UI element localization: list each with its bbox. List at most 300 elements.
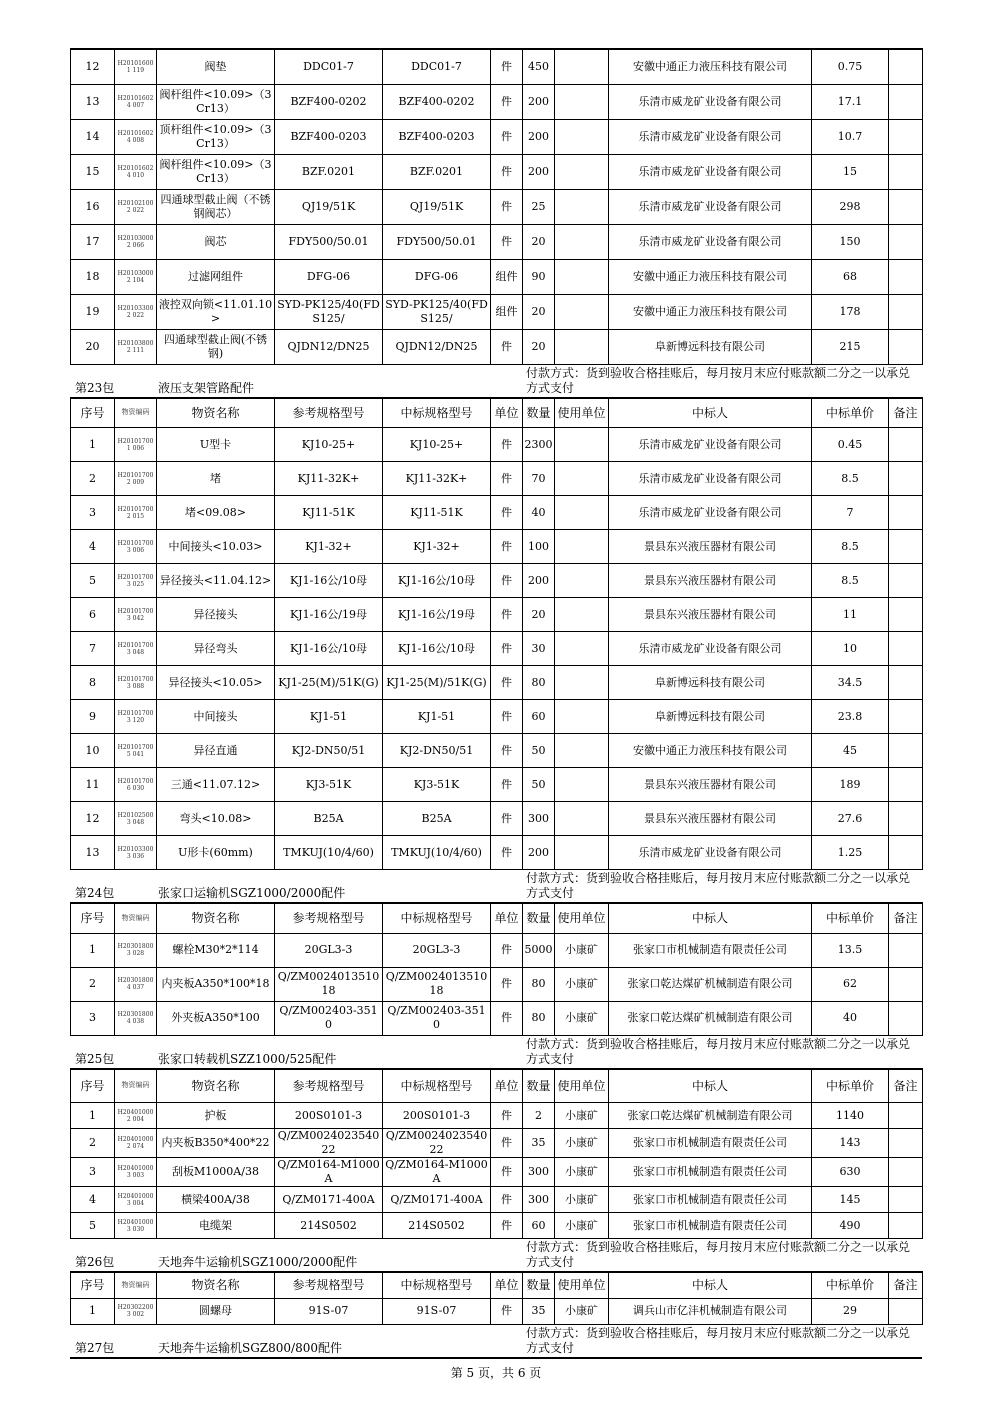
- column-header: 参考规格型号: [275, 1272, 383, 1298]
- ref-spec: FDY500/50.01: [275, 224, 383, 259]
- material-name: 液控双向锁<11.01.10>: [157, 294, 275, 329]
- user-unit: [555, 666, 609, 700]
- unit-price: 15: [812, 154, 889, 189]
- unit-price: 34.5: [812, 666, 889, 700]
- quantity: 35: [523, 1129, 555, 1158]
- row-number: 19: [71, 294, 115, 329]
- material-code: H201017005 041: [115, 734, 157, 768]
- bid-spec: KJ10-25+: [383, 428, 491, 462]
- quantity: 5000: [523, 933, 555, 967]
- ref-spec: QJDN12/DN25: [275, 329, 383, 364]
- winning-bidder: 阜新博远科技有限公司: [609, 329, 812, 364]
- user-unit: 小康矿: [555, 1103, 609, 1129]
- package-heading: [70, 1036, 922, 1068]
- user-unit: [555, 49, 609, 84]
- column-header: 序号: [71, 1069, 115, 1103]
- unit-price: 45: [812, 734, 889, 768]
- ref-spec: Q/ZM0164-M1000A: [275, 1158, 383, 1187]
- unit: 件: [491, 1129, 523, 1158]
- table-row: [71, 329, 923, 364]
- quantity: 200: [523, 836, 555, 870]
- winning-bidder: 张家口乾达煤矿机械制造有限公司: [609, 1001, 812, 1035]
- column-header: 物资编码: [115, 1069, 157, 1103]
- bid-spec: FDY500/50.01: [383, 224, 491, 259]
- bid-spec: 91S-07: [383, 1298, 491, 1324]
- unit-price: 8.5: [812, 564, 889, 598]
- bid-spec: KJ3-51K: [383, 768, 491, 802]
- ref-spec: B25A: [275, 802, 383, 836]
- remark: [889, 259, 923, 294]
- ref-spec: KJ1-16公/10母: [275, 632, 383, 666]
- material-code: H203018004 037: [115, 967, 157, 1001]
- column-header: 备注: [889, 398, 923, 428]
- material-name: 异径接头<10.05>: [157, 666, 275, 700]
- quantity: 80: [523, 666, 555, 700]
- remark: [889, 224, 923, 259]
- unit: 件: [491, 224, 523, 259]
- remark: [889, 154, 923, 189]
- table-row: [71, 666, 923, 700]
- quantity: 70: [523, 462, 555, 496]
- remark: [889, 1213, 923, 1239]
- bid-spec: KJ1-32+: [383, 530, 491, 564]
- column-header: 单位: [491, 903, 523, 933]
- quantity: 60: [523, 700, 555, 734]
- remark: [889, 1187, 923, 1213]
- bid-spec: BZF400-0202: [383, 84, 491, 119]
- user-unit: [555, 734, 609, 768]
- package-number: 第26包: [75, 1255, 115, 1269]
- winning-bidder: 张家口乾达煤矿机械制造有限公司: [609, 1103, 812, 1129]
- material-name: U型卡: [157, 428, 275, 462]
- user-unit: [555, 294, 609, 329]
- unit: 件: [491, 734, 523, 768]
- column-header: 数量: [523, 1069, 555, 1103]
- column-header: 中标人: [609, 903, 812, 933]
- column-header: 使用单位: [555, 1069, 609, 1103]
- quantity: 300: [523, 1187, 555, 1213]
- ref-spec: DFG-06: [275, 259, 383, 294]
- bid-spec: DFG-06: [383, 259, 491, 294]
- column-header: 中标规格型号: [383, 903, 491, 933]
- material-code: H201038002 111: [115, 329, 157, 364]
- quantity: 50: [523, 734, 555, 768]
- quantity: 450: [523, 49, 555, 84]
- package-heading: [70, 365, 922, 397]
- quantity: 25: [523, 189, 555, 224]
- payment-terms: 付款方式：货到验收合格挂账后，每月按月末应付账款额二分之一以承兑方式支付: [526, 365, 911, 395]
- ref-spec: KJ10-25+: [275, 428, 383, 462]
- bid-spec: KJ1-16公/10母: [383, 564, 491, 598]
- table-row: [71, 119, 923, 154]
- table-row: [71, 462, 923, 496]
- unit: 件: [491, 768, 523, 802]
- material-code: H201016024 010: [115, 154, 157, 189]
- material-code: H204010003 030: [115, 1213, 157, 1239]
- table-row: [71, 564, 923, 598]
- remark: [889, 428, 923, 462]
- package-table: [70, 1271, 923, 1325]
- bid-spec: KJ1-16公/10母: [383, 632, 491, 666]
- user-unit: 小康矿: [555, 1213, 609, 1239]
- bid-spec: QJ19/51K: [383, 189, 491, 224]
- column-header: 物资编码: [115, 1272, 157, 1298]
- column-header: 中标单价: [812, 1272, 889, 1298]
- bid-spec: Q/ZM002402354022: [383, 1129, 491, 1158]
- remark: [889, 666, 923, 700]
- unit: 件: [491, 1103, 523, 1129]
- material-name: 圆螺母: [157, 1298, 275, 1324]
- bid-spec: Q/ZM002401351018: [383, 967, 491, 1001]
- material-name: 异径接头: [157, 598, 275, 632]
- remark: [889, 496, 923, 530]
- material-name: 顶杆组件<10.09>（3Cr13）: [157, 119, 275, 154]
- table-row: [71, 428, 923, 462]
- package-heading: [70, 870, 922, 902]
- remark: [889, 329, 923, 364]
- table-row: [71, 734, 923, 768]
- column-header: 备注: [889, 1069, 923, 1103]
- row-number: 3: [71, 1001, 115, 1035]
- ref-spec: KJ1-51: [275, 700, 383, 734]
- row-number: 1: [71, 428, 115, 462]
- user-unit: [555, 189, 609, 224]
- unit: 组件: [491, 294, 523, 329]
- package-title: 张家口运输机SGZ1000/2000配件: [158, 886, 346, 900]
- material-name: 阀芯: [157, 224, 275, 259]
- column-header: 数量: [523, 903, 555, 933]
- quantity: 200: [523, 154, 555, 189]
- unit-price: 23.8: [812, 700, 889, 734]
- column-header: 物资名称: [157, 903, 275, 933]
- remark: [889, 734, 923, 768]
- winning-bidder: 安徽中通正力液压科技有限公司: [609, 49, 812, 84]
- material-name: 四通球型截止阀（不锈钢阀芯）: [157, 189, 275, 224]
- column-header: 单位: [491, 398, 523, 428]
- quantity: 90: [523, 259, 555, 294]
- ref-spec: Q/ZM002401351018: [275, 967, 383, 1001]
- row-number: 14: [71, 119, 115, 154]
- row-number: 2: [71, 1129, 115, 1158]
- winning-bidder: 阜新博远科技有限公司: [609, 666, 812, 700]
- material-code: H204010003 004: [115, 1187, 157, 1213]
- package-title: 天地奔牛运输机SGZ1000/2000配件: [158, 1255, 358, 1269]
- row-number: 4: [71, 1187, 115, 1213]
- user-unit: [555, 598, 609, 632]
- unit-price: 8.5: [812, 462, 889, 496]
- unit-price: 178: [812, 294, 889, 329]
- quantity: 2300: [523, 428, 555, 462]
- material-code: H201017003 120: [115, 700, 157, 734]
- row-number: 12: [71, 802, 115, 836]
- ref-spec: KJ1-16公/19母: [275, 598, 383, 632]
- ref-spec: KJ1-32+: [275, 530, 383, 564]
- column-header: 序号: [71, 1272, 115, 1298]
- material-code: H201017002 009: [115, 462, 157, 496]
- material-code: H201017003 042: [115, 598, 157, 632]
- quantity: 40: [523, 496, 555, 530]
- quantity: 200: [523, 119, 555, 154]
- material-code: H201030002 104: [115, 259, 157, 294]
- unit: 件: [491, 428, 523, 462]
- material-code: H201033002 022: [115, 294, 157, 329]
- row-number: 2: [71, 967, 115, 1001]
- material-code: H201017003 048: [115, 632, 157, 666]
- package-number: 第24包: [75, 886, 115, 900]
- row-number: 8: [71, 666, 115, 700]
- bid-spec: Q/ZM0164-M1000A: [383, 1158, 491, 1187]
- user-unit: [555, 462, 609, 496]
- unit: 件: [491, 84, 523, 119]
- material-code: H201030002 066: [115, 224, 157, 259]
- winning-bidder: 乐清市威龙矿业设备有限公司: [609, 189, 812, 224]
- payment-terms: 付款方式：货到验收合格挂账后，每月按月末应付账款额二分之一以承兑方式支付: [526, 871, 911, 900]
- material-code: H201025003 048: [115, 802, 157, 836]
- row-number: 7: [71, 632, 115, 666]
- table-row: [71, 259, 923, 294]
- table-row: [71, 802, 923, 836]
- column-header: 单位: [491, 1272, 523, 1298]
- material-name: 螺栓M30*2*114: [157, 933, 275, 967]
- column-header: 物资名称: [157, 398, 275, 428]
- winning-bidder: 张家口市机械制造有限责任公司: [609, 1129, 812, 1158]
- material-name: 外夹板A350*100: [157, 1001, 275, 1035]
- unit: 件: [491, 1213, 523, 1239]
- unit-price: 62: [812, 967, 889, 1001]
- material-name: 横梁400A/38: [157, 1187, 275, 1213]
- winning-bidder: 乐清市威龙矿业设备有限公司: [609, 224, 812, 259]
- unit: 件: [491, 154, 523, 189]
- column-header: 中标人: [609, 398, 812, 428]
- material-name: 阀杆组件<10.09>（3Cr13）: [157, 84, 275, 119]
- unit: 件: [491, 1001, 523, 1035]
- unit: 件: [491, 700, 523, 734]
- column-header: 中标规格型号: [383, 1272, 491, 1298]
- remark: [889, 598, 923, 632]
- quantity: 100: [523, 530, 555, 564]
- remark: [889, 967, 923, 1001]
- ref-spec: Q/ZM002403-3510: [275, 1001, 383, 1035]
- material-name: 四通球型截止阀(不锈钢): [157, 329, 275, 364]
- user-unit: [555, 836, 609, 870]
- material-code: H203022003 002: [115, 1298, 157, 1324]
- quantity: 35: [523, 1298, 555, 1324]
- table-row: [71, 84, 923, 119]
- table-row: [71, 598, 923, 632]
- ref-spec: 200S0101-3: [275, 1103, 383, 1129]
- ref-spec: KJ3-51K: [275, 768, 383, 802]
- column-header: 中标单价: [812, 1069, 889, 1103]
- remark: [889, 802, 923, 836]
- column-header: 使用单位: [555, 1272, 609, 1298]
- material-name: U形卡(60mm): [157, 836, 275, 870]
- package-heading: [70, 1239, 922, 1271]
- user-unit: [555, 496, 609, 530]
- ref-spec: KJ11-32K+: [275, 462, 383, 496]
- table-row: [71, 1001, 923, 1035]
- table-row: [71, 768, 923, 802]
- unit-price: 13.5: [812, 933, 889, 967]
- winning-bidder: 景县东兴液压器材有限公司: [609, 598, 812, 632]
- material-code: H201017001 006: [115, 428, 157, 462]
- bid-spec: BZF.0201: [383, 154, 491, 189]
- remark: [889, 530, 923, 564]
- material-name: 弯头<10.08>: [157, 802, 275, 836]
- material-code: H201021002 022: [115, 189, 157, 224]
- remark: [889, 1129, 923, 1158]
- table-row: [71, 154, 923, 189]
- material-name: 异径弯头: [157, 632, 275, 666]
- material-name: 中间接头: [157, 700, 275, 734]
- material-code: H201033003 036: [115, 836, 157, 870]
- material-code: H204010002 074: [115, 1129, 157, 1158]
- unit: 件: [491, 666, 523, 700]
- package-heading: [70, 1325, 922, 1357]
- table-row: [71, 967, 923, 1001]
- material-name: 阀杆组件<10.09>（3Cr13）: [157, 154, 275, 189]
- payment-terms: 付款方式：货到验收合格挂账后，每月按月末应付账款额二分之一以承兑方式支付: [526, 1325, 911, 1355]
- column-header: 中标规格型号: [383, 1069, 491, 1103]
- material-name: 阀垫: [157, 49, 275, 84]
- ref-spec: Q/ZM002402354022: [275, 1129, 383, 1158]
- unit-price: 150: [812, 224, 889, 259]
- column-header: 使用单位: [555, 398, 609, 428]
- column-header: 参考规格型号: [275, 398, 383, 428]
- bid-spec: TMKUJ(10/4/60): [383, 836, 491, 870]
- user-unit: [555, 768, 609, 802]
- row-number: 13: [71, 836, 115, 870]
- winning-bidder: 安徽中通正力液压科技有限公司: [609, 734, 812, 768]
- quantity: 20: [523, 598, 555, 632]
- material-code: H201017002 015: [115, 496, 157, 530]
- table-row: [71, 933, 923, 967]
- table-row: [71, 836, 923, 870]
- ref-spec: TMKUJ(10/4/60): [275, 836, 383, 870]
- bid-spec: SYD-PK125/40(FDS125/: [383, 294, 491, 329]
- bid-spec: KJ2-DN50/51: [383, 734, 491, 768]
- unit: 件: [491, 530, 523, 564]
- unit-price: 1140: [812, 1103, 889, 1129]
- table-row: [71, 294, 923, 329]
- row-number: 20: [71, 329, 115, 364]
- user-unit: 小康矿: [555, 967, 609, 1001]
- remark: [889, 933, 923, 967]
- material-code: H201016024 007: [115, 84, 157, 119]
- column-header: 序号: [71, 903, 115, 933]
- winning-bidder: 景县东兴液压器材有限公司: [609, 802, 812, 836]
- winning-bidder: 张家口市机械制造有限责任公司: [609, 933, 812, 967]
- quantity: 50: [523, 768, 555, 802]
- quantity: 80: [523, 1001, 555, 1035]
- winning-bidder: 乐清市威龙矿业设备有限公司: [609, 632, 812, 666]
- ref-spec: QJ19/51K: [275, 189, 383, 224]
- quantity: 2: [523, 1103, 555, 1129]
- user-unit: 小康矿: [555, 933, 609, 967]
- user-unit: [555, 329, 609, 364]
- unit: 件: [491, 564, 523, 598]
- table-row: [71, 1298, 923, 1324]
- user-unit: [555, 224, 609, 259]
- unit-price: 7: [812, 496, 889, 530]
- row-number: 5: [71, 1213, 115, 1239]
- user-unit: [555, 259, 609, 294]
- package-title: 液压支架管路配件: [158, 380, 255, 395]
- material-code: H203018004 038: [115, 1001, 157, 1035]
- unit: 件: [491, 1187, 523, 1213]
- table-row: [71, 530, 923, 564]
- unit-price: 27.6: [812, 802, 889, 836]
- quantity: 300: [523, 1158, 555, 1187]
- bid-spec: Q/ZM0171-400A: [383, 1187, 491, 1213]
- winning-bidder: 景县东兴液压器材有限公司: [609, 564, 812, 598]
- row-number: 11: [71, 768, 115, 802]
- remark: [889, 1103, 923, 1129]
- column-header: 备注: [889, 903, 923, 933]
- quantity: 200: [523, 84, 555, 119]
- column-header: 数量: [523, 398, 555, 428]
- user-unit: 小康矿: [555, 1129, 609, 1158]
- header-row: [71, 903, 923, 933]
- ref-spec: KJ1-16公/10母: [275, 564, 383, 598]
- unit: 件: [491, 496, 523, 530]
- remark: [889, 700, 923, 734]
- ref-spec: BZF400-0202: [275, 84, 383, 119]
- quantity: 20: [523, 224, 555, 259]
- winning-bidder: 乐清市威龙矿业设备有限公司: [609, 154, 812, 189]
- ref-spec: KJ2-DN50/51: [275, 734, 383, 768]
- ref-spec: Q/ZM0171-400A: [275, 1187, 383, 1213]
- winning-bidder: 张家口乾达煤矿机械制造有限公司: [609, 967, 812, 1001]
- table-row: [71, 1213, 923, 1239]
- unit-price: 68: [812, 259, 889, 294]
- material-name: 堵<09.08>: [157, 496, 275, 530]
- table-row: [71, 224, 923, 259]
- remark: [889, 564, 923, 598]
- table-row: [71, 1129, 923, 1158]
- column-header: 序号: [71, 398, 115, 428]
- unit: 件: [491, 1158, 523, 1187]
- material-name: 三通<11.07.12>: [157, 768, 275, 802]
- user-unit: [555, 119, 609, 154]
- unit: 件: [491, 632, 523, 666]
- row-number: 1: [71, 933, 115, 967]
- user-unit: 小康矿: [555, 1158, 609, 1187]
- unit-price: 215: [812, 329, 889, 364]
- unit-price: 630: [812, 1158, 889, 1187]
- user-unit: 小康矿: [555, 1187, 609, 1213]
- unit: 组件: [491, 259, 523, 294]
- bid-spec: 200S0101-3: [383, 1103, 491, 1129]
- unit-price: 490: [812, 1213, 889, 1239]
- table-row: [71, 496, 923, 530]
- row-number: 2: [71, 462, 115, 496]
- material-name: 内夹板B350*400*22: [157, 1129, 275, 1158]
- remark: [889, 836, 923, 870]
- table-row: [71, 49, 923, 84]
- material-code: H204010003 003: [115, 1158, 157, 1187]
- unit: 件: [491, 967, 523, 1001]
- material-name: 内夹板A350*100*18: [157, 967, 275, 1001]
- material-name: 异径直通: [157, 734, 275, 768]
- unit: 件: [491, 598, 523, 632]
- material-name: 异径接头<11.04.12>: [157, 564, 275, 598]
- bid-spec: QJDN12/DN25: [383, 329, 491, 364]
- ref-spec: KJ11-51K: [275, 496, 383, 530]
- row-number: 15: [71, 154, 115, 189]
- material-name: 刮板M1000A/38: [157, 1158, 275, 1187]
- user-unit: [555, 802, 609, 836]
- ref-spec: KJ1-25(M)/51K(G): [275, 666, 383, 700]
